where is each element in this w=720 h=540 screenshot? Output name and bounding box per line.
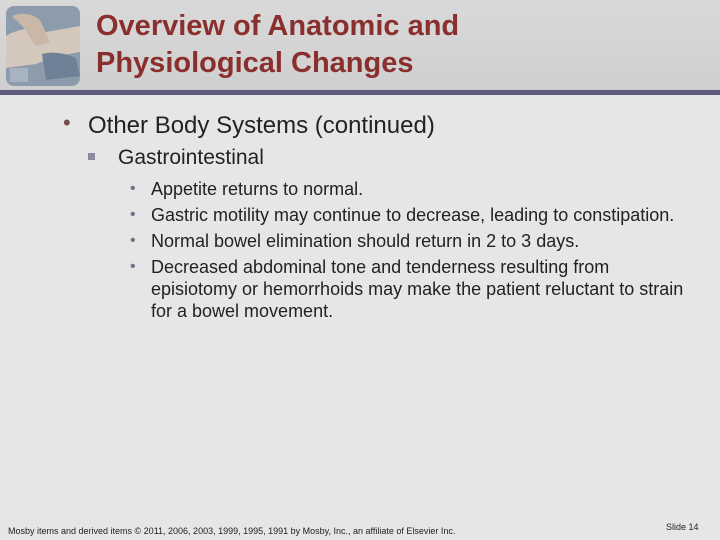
list-item-text: Gastric motility may continue to decrease, leading to constipation. bbox=[151, 205, 675, 225]
list-item-text: Normal bowel elimination should return in 2 to 3 days. bbox=[151, 231, 580, 251]
dot-bullet-icon: • bbox=[130, 206, 136, 223]
header-band bbox=[0, 90, 720, 95]
round-bullet-icon: • bbox=[63, 110, 71, 135]
dot-bullet-icon: • bbox=[130, 232, 136, 249]
list-item-text: Decreased abdominal tone and tenderness resulting from episiotomy or hemorrhoids may make the patient reluctant to strain for a bowel movement. bbox=[151, 257, 684, 321]
slide-title bbox=[96, 8, 696, 82]
header bbox=[0, 0, 720, 92]
slide-number: Slide 14 bbox=[666, 522, 699, 532]
square-bullet-icon bbox=[88, 153, 95, 160]
list-item-text: Appetite returns to normal. bbox=[151, 179, 364, 199]
slide-title-line-1: Overview of Anatomic and bbox=[96, 10, 460, 42]
level2-text: Gastrointestinal bbox=[118, 146, 264, 169]
level3-list bbox=[130, 178, 690, 326]
dot-bullet-icon: • bbox=[130, 180, 136, 197]
copyright-footer: Mosby items and derived items © 2011, 2006, 2003, 1999, 1995, 1991 by Mosby, Inc., an affiliate of Elsevier Inc. bbox=[8, 526, 456, 536]
list-item bbox=[130, 204, 690, 226]
slide-title-line-2: Physiological Changes bbox=[96, 47, 414, 79]
list-item bbox=[130, 178, 690, 200]
level1-text: Other Body Systems (continued) bbox=[88, 112, 435, 139]
list-item bbox=[130, 256, 690, 322]
hands-photo-icon bbox=[6, 6, 80, 86]
dot-bullet-icon: • bbox=[130, 258, 136, 275]
list-item bbox=[130, 230, 690, 252]
